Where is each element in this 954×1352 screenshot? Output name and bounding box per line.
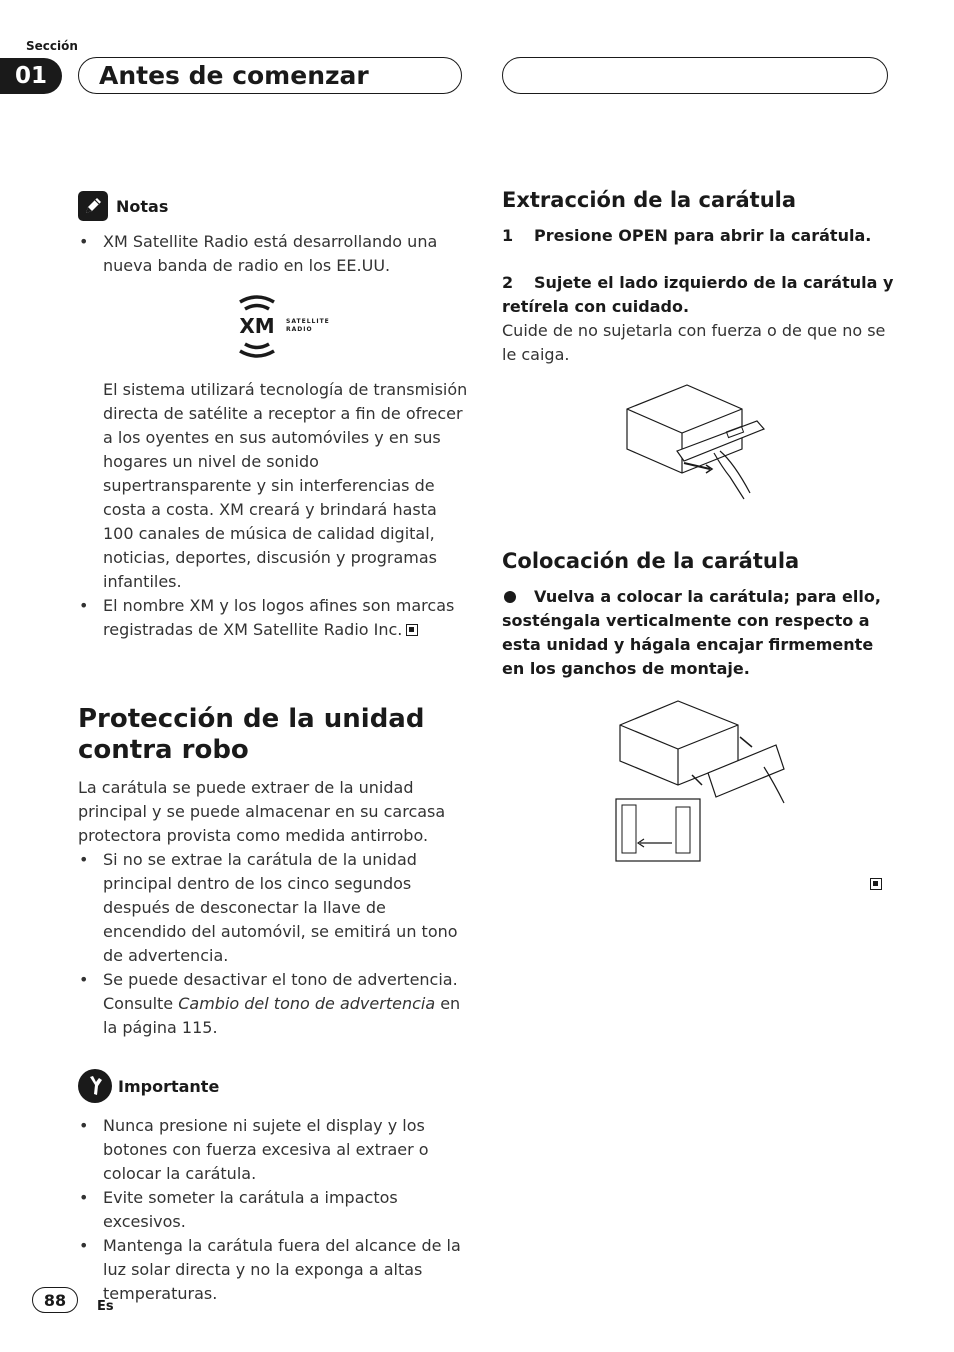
removal-step-2 (502, 271, 894, 319)
list-item: • Nunca presione ni sujete el display y los botones con fuerza excesiva al extraer o colocar la carátula. (78, 1114, 468, 1186)
protection-list (78, 848, 468, 1040)
step-number: 2 (502, 273, 514, 292)
list-item: • XM Satellite Radio está desarrollando una nueva banda de radio en los EE.UU. (78, 230, 468, 278)
important-header (78, 1068, 468, 1104)
important-title: Importante (118, 1076, 220, 1096)
remove-faceplate-illustration (622, 381, 782, 505)
list-item: • Si no se extrae la carátula de la unidad principal dentro de los cinco segundos después de desconectar la llave de encendido del automóvil, se emitirá un tono de advertencia. (78, 848, 468, 968)
pencil-icon (78, 191, 108, 221)
attach-step-text: Vuelva a colocar la carátula; para ello, sosténgala verticalmente con respecto a esta unidad y hágala encajar firmemente en los ganchos de montaje. (502, 587, 881, 678)
header-title-box (78, 57, 462, 94)
left-column (78, 190, 468, 1306)
page-title: Antes de comenzar (99, 61, 369, 90)
protection-intro: La carátula se puede extraer de la unidad principal y se puede almacenar en su carcasa protectora provista como medida antirrobo. (78, 778, 446, 845)
protection-title: Protección de la unidad contra robo (78, 704, 425, 765)
list-item (78, 594, 468, 642)
right-column (502, 186, 894, 865)
notes-bullet2-text: El nombre XM y los logos afines son marcas registradas de XM Satellite Radio Inc. (103, 596, 455, 639)
bullet-dot-icon (504, 591, 516, 603)
end-mark-right (870, 874, 882, 893)
attach-title: Colocación de la carátula (502, 549, 800, 573)
logo-mark: XM (239, 314, 275, 338)
list-item: • Mantenga la carátula fuera del alcance de la luz solar directa y no la exponga a altas temperaturas. (78, 1234, 468, 1306)
page-number: 88 (32, 1287, 78, 1313)
list-item: • Evite someter la carátula a impactos excesivos. (78, 1186, 468, 1234)
removal-title: Extracción de la carátula (502, 188, 797, 212)
notes-paragraph: El sistema utilizará tecnología de transmisión directa de satélite a receptor a fin de ofrecer a los oyentes en sus automóviles y en sus hogares un nivel de sonido supertransparente y sin interferencias de costa a costa. XM creará y brindará hasta 100 canales de música de calidad digital, noticias, deportes, discusión y programas infantiles. (103, 380, 468, 591)
logo-text-radio: RADIO (286, 326, 313, 333)
important-list (78, 1114, 468, 1306)
notes-list-2 (78, 594, 468, 642)
step-text: Sujete el lado izquierdo de la carátula y retírela con cuidado. (502, 273, 894, 316)
notes-header (78, 190, 468, 222)
xm-logo (78, 294, 468, 372)
protection-bullet2-start: Se puede desactivar el tono de advertencia. Consulte (103, 970, 458, 1013)
section-label: Sección (26, 39, 78, 53)
important-hand-icon (78, 1069, 112, 1103)
end-mark-icon (406, 624, 418, 636)
language-code: Es (97, 1299, 114, 1314)
notes-title: Notas (116, 196, 169, 216)
removal-step-1 (502, 224, 894, 248)
step-number: 1 (502, 226, 514, 245)
end-mark-icon (870, 878, 882, 890)
removal-note: Cuide de no sujetarla con fuerza o de que no se le caiga. (502, 321, 886, 364)
header-right-box (502, 57, 888, 94)
list-item (78, 968, 468, 1040)
cross-reference: Cambio del tono de advertencia (178, 994, 436, 1013)
attach-faceplate-illustration (614, 695, 814, 865)
protection-bullet2-end: en la página 115. (103, 994, 461, 1037)
notes-list (78, 230, 468, 278)
xm-satellite-radio-logo-icon (232, 294, 342, 358)
section-number: 01 (0, 58, 62, 94)
attach-step (502, 585, 894, 681)
step-text: Presione OPEN para abrir la carátula. (534, 226, 872, 245)
logo-text-satellite: SATELLITE (286, 318, 330, 325)
